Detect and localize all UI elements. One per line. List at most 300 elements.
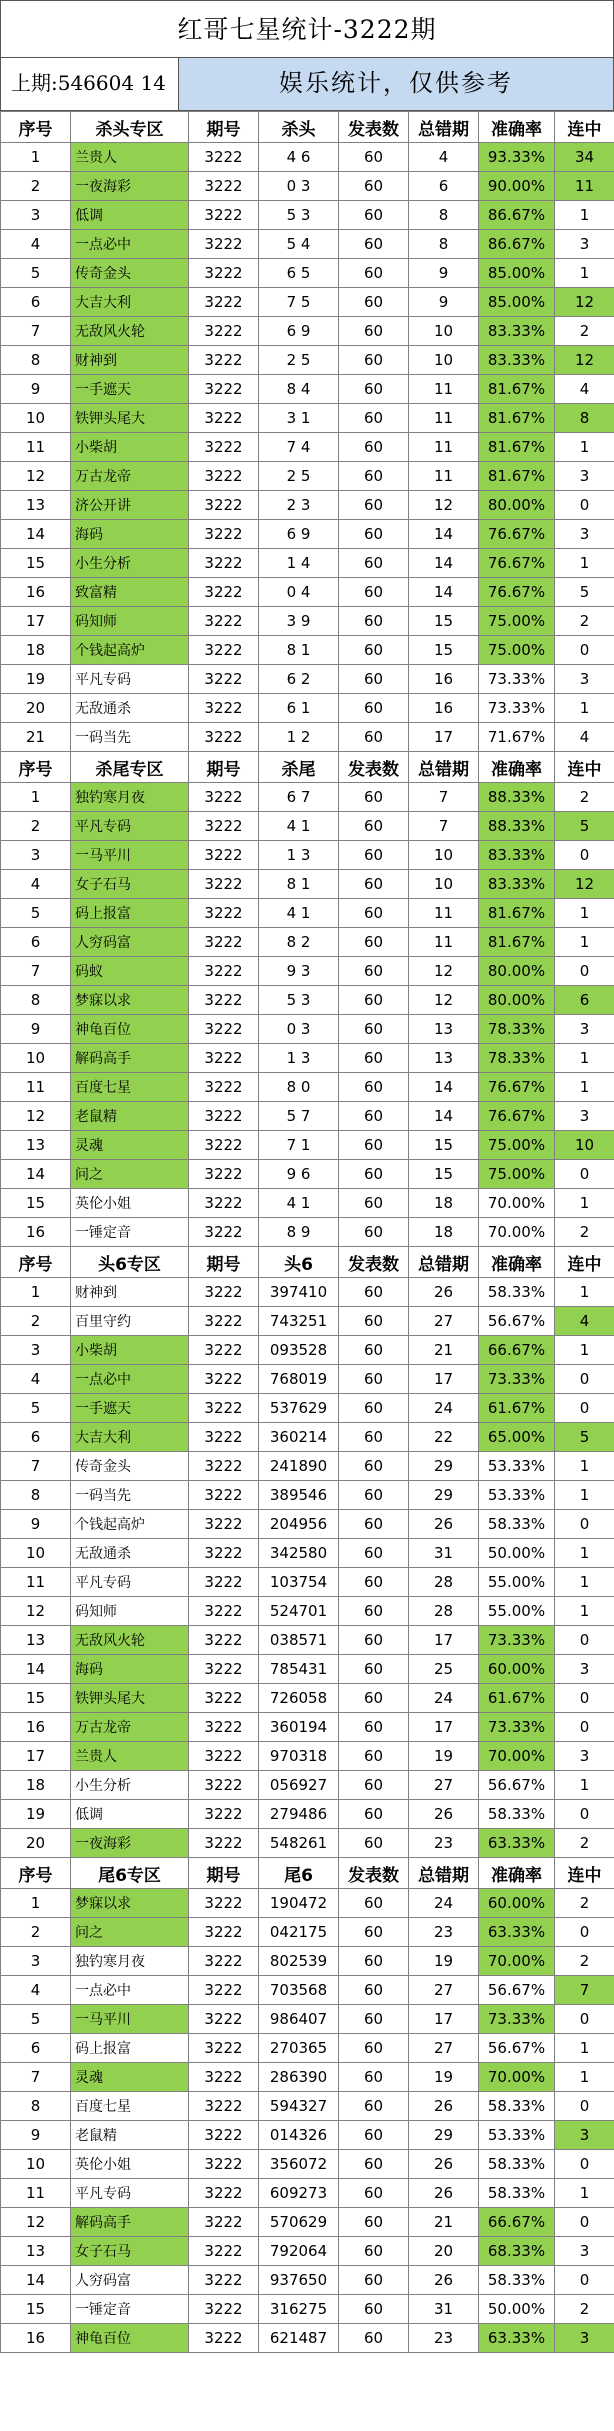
row-number: 16 xyxy=(1,578,71,607)
accuracy-rate: 81.67% xyxy=(479,433,555,462)
row-number: 3 xyxy=(1,1336,71,1365)
table-row xyxy=(1,1597,614,1626)
accuracy-rate: 85.00% xyxy=(479,288,555,317)
publish-count: 60 xyxy=(339,665,409,694)
table-row xyxy=(1,812,614,841)
row-number: 14 xyxy=(1,2266,71,2295)
predictor-name: 铁钾头尾大 xyxy=(71,404,189,433)
issue-number: 3222 xyxy=(189,2237,259,2266)
total-errors: 22 xyxy=(409,1423,479,1452)
win-streak: 1 xyxy=(555,433,614,462)
header-issue: 期号 xyxy=(189,112,259,143)
total-errors: 23 xyxy=(409,1918,479,1947)
row-number: 10 xyxy=(1,404,71,433)
total-errors: 17 xyxy=(409,723,479,752)
win-streak: 3 xyxy=(555,520,614,549)
row-number: 14 xyxy=(1,1655,71,1684)
total-errors: 19 xyxy=(409,1947,479,1976)
predictor-name: 一点必中 xyxy=(71,1976,189,2005)
win-streak: 3 xyxy=(555,665,614,694)
predictor-name: 灵魂 xyxy=(71,2063,189,2092)
prediction-value: 3 1 xyxy=(259,404,339,433)
win-streak: 11 xyxy=(555,172,614,201)
publish-count: 60 xyxy=(339,1278,409,1307)
total-errors: 26 xyxy=(409,2266,479,2295)
issue-number: 3222 xyxy=(189,1713,259,1742)
total-errors: 21 xyxy=(409,1336,479,1365)
total-errors: 27 xyxy=(409,2034,479,2063)
total-errors: 24 xyxy=(409,1684,479,1713)
publish-count: 60 xyxy=(339,2092,409,2121)
predictor-name: 灵魂 xyxy=(71,1131,189,1160)
prediction-value: 4 1 xyxy=(259,1189,339,1218)
total-errors: 24 xyxy=(409,1394,479,1423)
prediction-value: 204956 xyxy=(259,1510,339,1539)
table-row xyxy=(1,346,614,375)
row-number: 11 xyxy=(1,1073,71,1102)
prediction-value: 9 6 xyxy=(259,1160,339,1189)
prediction-value: 802539 xyxy=(259,1947,339,1976)
publish-count: 60 xyxy=(339,694,409,723)
prediction-value: 743251 xyxy=(259,1307,339,1336)
prediction-value: 4 1 xyxy=(259,899,339,928)
predictor-name: 传奇金头 xyxy=(71,259,189,288)
total-errors: 15 xyxy=(409,1131,479,1160)
row-number: 15 xyxy=(1,549,71,578)
issue-number: 3222 xyxy=(189,433,259,462)
prediction-value: 093528 xyxy=(259,1336,339,1365)
issue-number: 3222 xyxy=(189,1510,259,1539)
publish-count: 60 xyxy=(339,2179,409,2208)
total-errors: 26 xyxy=(409,2179,479,2208)
issue-number: 3222 xyxy=(189,2266,259,2295)
row-number: 9 xyxy=(1,1510,71,1539)
predictor-name: 神龟百位 xyxy=(71,2324,189,2353)
prediction-value: 8 1 xyxy=(259,636,339,665)
prediction-value: 970318 xyxy=(259,1742,339,1771)
prediction-value: 6 2 xyxy=(259,665,339,694)
prediction-value: 360214 xyxy=(259,1423,339,1452)
prediction-value: 042175 xyxy=(259,1918,339,1947)
row-number: 9 xyxy=(1,2121,71,2150)
row-number: 7 xyxy=(1,1452,71,1481)
section-header-row xyxy=(1,112,614,143)
predictor-name: 英伦小姐 xyxy=(71,2150,189,2179)
header-errors: 总错期 xyxy=(409,112,479,143)
header-issue: 期号 xyxy=(189,752,259,783)
win-streak: 0 xyxy=(555,636,614,665)
table-row xyxy=(1,549,614,578)
win-streak: 1 xyxy=(555,1481,614,1510)
prediction-value: 8 2 xyxy=(259,928,339,957)
predictor-name: 码蚁 xyxy=(71,957,189,986)
prediction-value: 785431 xyxy=(259,1655,339,1684)
predictor-name: 小柴胡 xyxy=(71,433,189,462)
accuracy-rate: 60.00% xyxy=(479,1889,555,1918)
table-row xyxy=(1,172,614,201)
accuracy-rate: 93.33% xyxy=(479,143,555,172)
predictor-name: 铁钾头尾大 xyxy=(71,1684,189,1713)
publish-count: 60 xyxy=(339,1481,409,1510)
accuracy-rate: 73.33% xyxy=(479,665,555,694)
row-number: 11 xyxy=(1,2179,71,2208)
predictor-name: 一马平川 xyxy=(71,841,189,870)
prediction-value: 7 5 xyxy=(259,288,339,317)
predictor-name: 一码当先 xyxy=(71,723,189,752)
total-errors: 14 xyxy=(409,520,479,549)
table-row xyxy=(1,2179,614,2208)
table-row xyxy=(1,841,614,870)
publish-count: 60 xyxy=(339,1452,409,1481)
predictor-name: 无敌风火轮 xyxy=(71,317,189,346)
row-number: 6 xyxy=(1,1423,71,1452)
table-row xyxy=(1,288,614,317)
row-number: 12 xyxy=(1,2208,71,2237)
issue-number: 3222 xyxy=(189,1278,259,1307)
publish-count: 60 xyxy=(339,812,409,841)
accuracy-rate: 70.00% xyxy=(479,2063,555,2092)
table-row xyxy=(1,665,614,694)
table-row xyxy=(1,1713,614,1742)
publish-count: 60 xyxy=(339,1539,409,1568)
header-streak: 连中 xyxy=(555,752,614,783)
predictor-name: 神龟百位 xyxy=(71,1015,189,1044)
row-number: 4 xyxy=(1,870,71,899)
row-number: 20 xyxy=(1,1829,71,1858)
row-number: 15 xyxy=(1,2295,71,2324)
publish-count: 60 xyxy=(339,404,409,433)
accuracy-rate: 70.00% xyxy=(479,1189,555,1218)
prediction-value: 5 4 xyxy=(259,230,339,259)
previous-draw: 上期:546604 14 xyxy=(1,58,179,110)
row-number: 19 xyxy=(1,1800,71,1829)
prediction-value: 8 4 xyxy=(259,375,339,404)
predictor-name: 无敌通杀 xyxy=(71,694,189,723)
total-errors: 15 xyxy=(409,607,479,636)
accuracy-rate: 73.33% xyxy=(479,1365,555,1394)
table-row xyxy=(1,1655,614,1684)
prediction-value: 014326 xyxy=(259,2121,339,2150)
total-errors: 9 xyxy=(409,259,479,288)
win-streak: 2 xyxy=(555,1947,614,1976)
prediction-value: 342580 xyxy=(259,1539,339,1568)
row-number: 1 xyxy=(1,1278,71,1307)
row-number: 17 xyxy=(1,607,71,636)
predictor-name: 万古龙帝 xyxy=(71,1713,189,1742)
prediction-value: 360194 xyxy=(259,1713,339,1742)
predictor-name: 无敌风火轮 xyxy=(71,1626,189,1655)
header-value: 杀尾 xyxy=(259,752,339,783)
prediction-value: 241890 xyxy=(259,1452,339,1481)
row-number: 1 xyxy=(1,783,71,812)
prediction-value: 9 3 xyxy=(259,957,339,986)
publish-count: 60 xyxy=(339,317,409,346)
total-errors: 11 xyxy=(409,375,479,404)
header-value: 杀头 xyxy=(259,112,339,143)
total-errors: 17 xyxy=(409,1626,479,1655)
publish-count: 60 xyxy=(339,230,409,259)
row-number: 3 xyxy=(1,201,71,230)
accuracy-rate: 76.67% xyxy=(479,1073,555,1102)
predictor-name: 百里守约 xyxy=(71,1307,189,1336)
table-row xyxy=(1,694,614,723)
header-issue: 期号 xyxy=(189,1858,259,1889)
accuracy-rate: 81.67% xyxy=(479,404,555,433)
prediction-value: 8 9 xyxy=(259,1218,339,1247)
accuracy-rate: 66.67% xyxy=(479,1336,555,1365)
accuracy-rate: 76.67% xyxy=(479,549,555,578)
publish-count: 60 xyxy=(339,1626,409,1655)
issue-number: 3222 xyxy=(189,1918,259,1947)
issue-number: 3222 xyxy=(189,783,259,812)
accuracy-rate: 75.00% xyxy=(479,636,555,665)
row-number: 9 xyxy=(1,375,71,404)
total-errors: 13 xyxy=(409,1015,479,1044)
issue-number: 3222 xyxy=(189,1481,259,1510)
table-row xyxy=(1,317,614,346)
accuracy-rate: 76.67% xyxy=(479,1102,555,1131)
publish-count: 60 xyxy=(339,957,409,986)
publish-count: 60 xyxy=(339,2208,409,2237)
row-number: 11 xyxy=(1,1568,71,1597)
total-errors: 14 xyxy=(409,1073,479,1102)
issue-number: 3222 xyxy=(189,1626,259,1655)
prediction-value: 548261 xyxy=(259,1829,339,1858)
issue-number: 3222 xyxy=(189,1976,259,2005)
row-number: 2 xyxy=(1,1918,71,1947)
publish-count: 60 xyxy=(339,1800,409,1829)
accuracy-rate: 53.33% xyxy=(479,1452,555,1481)
row-number: 11 xyxy=(1,433,71,462)
table-row xyxy=(1,2092,614,2121)
issue-number: 3222 xyxy=(189,1365,259,1394)
total-errors: 13 xyxy=(409,1044,479,1073)
table-row xyxy=(1,1336,614,1365)
issue-number: 3222 xyxy=(189,491,259,520)
win-streak: 0 xyxy=(555,1626,614,1655)
prediction-value: 397410 xyxy=(259,1278,339,1307)
row-number: 12 xyxy=(1,1102,71,1131)
accuracy-rate: 68.33% xyxy=(479,2237,555,2266)
accuracy-rate: 81.67% xyxy=(479,462,555,491)
total-errors: 20 xyxy=(409,2237,479,2266)
total-errors: 26 xyxy=(409,1510,479,1539)
table-row xyxy=(1,1394,614,1423)
issue-number: 3222 xyxy=(189,288,259,317)
prediction-value: 621487 xyxy=(259,2324,339,2353)
issue-number: 3222 xyxy=(189,1218,259,1247)
publish-count: 60 xyxy=(339,2034,409,2063)
prediction-value: 6 1 xyxy=(259,694,339,723)
total-errors: 27 xyxy=(409,1771,479,1800)
predictor-name: 大吉大利 xyxy=(71,1423,189,1452)
predictor-name: 解码高手 xyxy=(71,2208,189,2237)
total-errors: 23 xyxy=(409,1829,479,1858)
accuracy-rate: 58.33% xyxy=(479,1800,555,1829)
total-errors: 17 xyxy=(409,2005,479,2034)
table-row xyxy=(1,1829,614,1858)
issue-number: 3222 xyxy=(189,841,259,870)
accuracy-rate: 76.67% xyxy=(479,578,555,607)
win-streak: 4 xyxy=(555,375,614,404)
issue-number: 3222 xyxy=(189,1423,259,1452)
prediction-value: 356072 xyxy=(259,2150,339,2179)
publish-count: 60 xyxy=(339,1829,409,1858)
row-number: 9 xyxy=(1,1015,71,1044)
win-streak: 1 xyxy=(555,549,614,578)
accuracy-rate: 88.33% xyxy=(479,783,555,812)
prediction-value: 2 5 xyxy=(259,462,339,491)
row-number: 8 xyxy=(1,2092,71,2121)
total-errors: 12 xyxy=(409,986,479,1015)
predictor-name: 财神到 xyxy=(71,346,189,375)
row-number: 4 xyxy=(1,1976,71,2005)
accuracy-rate: 65.00% xyxy=(479,1423,555,1452)
accuracy-rate: 71.67% xyxy=(479,723,555,752)
publish-count: 60 xyxy=(339,2295,409,2324)
predictor-name: 女子石马 xyxy=(71,870,189,899)
table-row xyxy=(1,1102,614,1131)
predictor-name: 传奇金头 xyxy=(71,1452,189,1481)
win-streak: 1 xyxy=(555,201,614,230)
issue-number: 3222 xyxy=(189,636,259,665)
accuracy-rate: 83.33% xyxy=(479,841,555,870)
table-row xyxy=(1,2121,614,2150)
publish-count: 60 xyxy=(339,1713,409,1742)
predictor-name: 码上报富 xyxy=(71,899,189,928)
accuracy-rate: 80.00% xyxy=(479,957,555,986)
win-streak: 0 xyxy=(555,2150,614,2179)
win-streak: 1 xyxy=(555,899,614,928)
predictor-name: 一夜海彩 xyxy=(71,172,189,201)
predictor-name: 致富精 xyxy=(71,578,189,607)
total-errors: 7 xyxy=(409,812,479,841)
header-errors: 总错期 xyxy=(409,752,479,783)
total-errors: 8 xyxy=(409,230,479,259)
row-number: 18 xyxy=(1,636,71,665)
predictor-name: 老鼠精 xyxy=(71,2121,189,2150)
accuracy-rate: 55.00% xyxy=(479,1568,555,1597)
publish-count: 60 xyxy=(339,201,409,230)
prediction-value: 316275 xyxy=(259,2295,339,2324)
prediction-value: 937650 xyxy=(259,2266,339,2295)
accuracy-rate: 66.67% xyxy=(479,2208,555,2237)
table-row xyxy=(1,1218,614,1247)
win-streak: 12 xyxy=(555,288,614,317)
row-number: 2 xyxy=(1,1307,71,1336)
table-row xyxy=(1,2005,614,2034)
row-number: 4 xyxy=(1,1365,71,1394)
accuracy-rate: 80.00% xyxy=(479,491,555,520)
total-errors: 18 xyxy=(409,1218,479,1247)
total-errors: 26 xyxy=(409,2092,479,2121)
total-errors: 7 xyxy=(409,783,479,812)
prediction-value: 6 5 xyxy=(259,259,339,288)
table-row xyxy=(1,1481,614,1510)
prediction-value: 792064 xyxy=(259,2237,339,2266)
total-errors: 10 xyxy=(409,317,479,346)
win-streak: 1 xyxy=(555,1044,614,1073)
row-number: 21 xyxy=(1,723,71,752)
predictor-name: 万古龙帝 xyxy=(71,462,189,491)
issue-number: 3222 xyxy=(189,201,259,230)
table-row xyxy=(1,1015,614,1044)
issue-number: 3222 xyxy=(189,1597,259,1626)
issue-number: 3222 xyxy=(189,404,259,433)
table-row xyxy=(1,375,614,404)
win-streak: 3 xyxy=(555,1015,614,1044)
publish-count: 60 xyxy=(339,1336,409,1365)
issue-number: 3222 xyxy=(189,2179,259,2208)
issue-number: 3222 xyxy=(189,230,259,259)
predictor-name: 独钓寒月夜 xyxy=(71,1947,189,1976)
table-row xyxy=(1,2208,614,2237)
prediction-value: 537629 xyxy=(259,1394,339,1423)
row-number: 15 xyxy=(1,1684,71,1713)
predictor-name: 小生分析 xyxy=(71,549,189,578)
accuracy-rate: 75.00% xyxy=(479,1160,555,1189)
win-streak: 1 xyxy=(555,1539,614,1568)
table-row xyxy=(1,2295,614,2324)
publish-count: 60 xyxy=(339,2266,409,2295)
row-number: 13 xyxy=(1,2237,71,2266)
win-streak: 3 xyxy=(555,1655,614,1684)
total-errors: 16 xyxy=(409,694,479,723)
publish-count: 60 xyxy=(339,2063,409,2092)
accuracy-rate: 56.67% xyxy=(479,1307,555,1336)
win-streak: 0 xyxy=(555,2266,614,2295)
predictor-name: 个钱起高炉 xyxy=(71,1510,189,1539)
header-zone: 杀尾专区 xyxy=(71,752,189,783)
publish-count: 60 xyxy=(339,288,409,317)
publish-count: 60 xyxy=(339,1189,409,1218)
publish-count: 60 xyxy=(339,1394,409,1423)
accuracy-rate: 56.67% xyxy=(479,1771,555,1800)
header-count: 发表数 xyxy=(339,1247,409,1278)
total-errors: 12 xyxy=(409,491,479,520)
win-streak: 8 xyxy=(555,404,614,433)
win-streak: 0 xyxy=(555,2208,614,2237)
disclaimer-banner: 娱乐统计，仅供参考 xyxy=(179,58,613,110)
issue-number: 3222 xyxy=(189,1073,259,1102)
accuracy-rate: 70.00% xyxy=(479,1947,555,1976)
issue-number: 3222 xyxy=(189,957,259,986)
total-errors: 10 xyxy=(409,346,479,375)
win-streak: 1 xyxy=(555,1597,614,1626)
publish-count: 60 xyxy=(339,491,409,520)
publish-count: 60 xyxy=(339,1160,409,1189)
issue-number: 3222 xyxy=(189,1394,259,1423)
issue-number: 3222 xyxy=(189,1829,259,1858)
total-errors: 26 xyxy=(409,1278,479,1307)
section-header-row xyxy=(1,752,614,783)
issue-number: 3222 xyxy=(189,607,259,636)
accuracy-rate: 83.33% xyxy=(479,317,555,346)
publish-count: 60 xyxy=(339,1655,409,1684)
table-row xyxy=(1,899,614,928)
table-row xyxy=(1,636,614,665)
publish-count: 60 xyxy=(339,1918,409,1947)
publish-count: 60 xyxy=(339,1947,409,1976)
win-streak: 4 xyxy=(555,1307,614,1336)
predictor-name: 人穷码富 xyxy=(71,928,189,957)
prediction-value: 7 1 xyxy=(259,1131,339,1160)
win-streak: 12 xyxy=(555,346,614,375)
win-streak: 0 xyxy=(555,841,614,870)
issue-number: 3222 xyxy=(189,2092,259,2121)
win-streak: 0 xyxy=(555,1713,614,1742)
table-row xyxy=(1,230,614,259)
